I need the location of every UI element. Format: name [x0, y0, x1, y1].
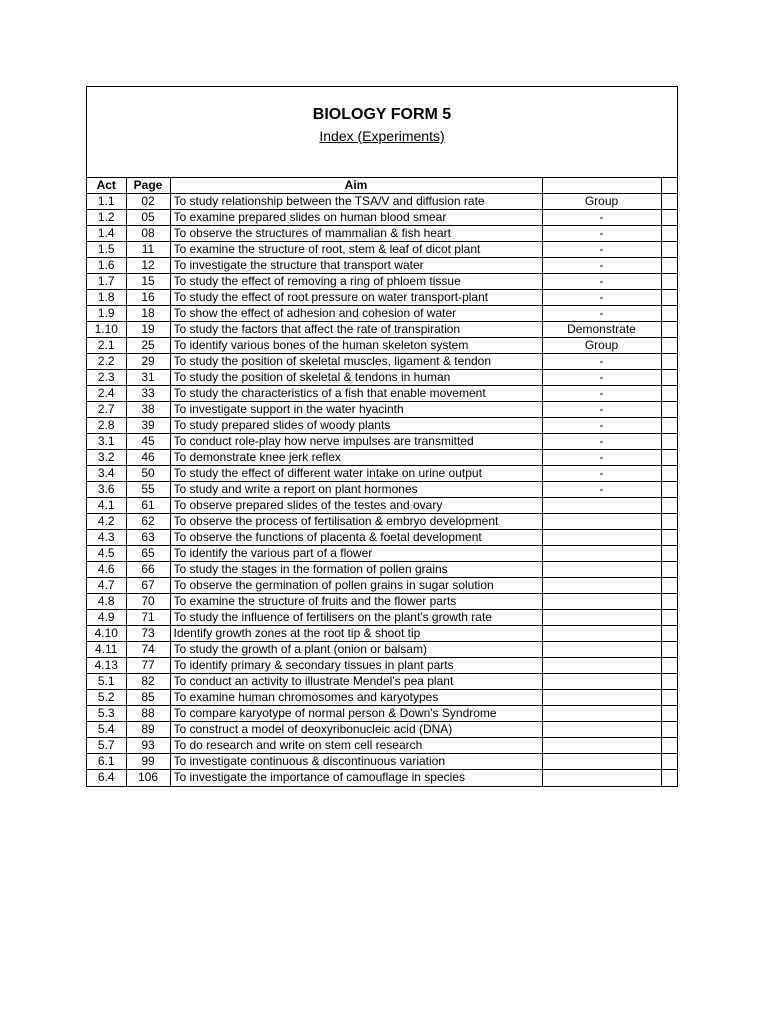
cell-mode: Group — [542, 194, 661, 210]
table-row — [87, 306, 678, 322]
cell-extra — [661, 418, 678, 434]
cell-mode: - — [542, 274, 661, 290]
title-block — [87, 87, 677, 177]
cell-act: 5.4 — [87, 722, 126, 738]
cell-extra — [661, 450, 678, 466]
cell-aim: To do research and write on stem cell research — [170, 738, 542, 754]
table-row — [87, 658, 678, 674]
cell-aim: To investigate continuous & discontinuous variation — [170, 754, 542, 770]
cell-aim: To show the effect of adhesion and cohesion of water — [170, 306, 542, 322]
cell-extra — [661, 594, 678, 610]
cell-page: 62 — [126, 514, 170, 530]
header-page: Page — [126, 178, 170, 194]
cell-aim: To conduct role-play how nerve impulses are transmitted — [170, 434, 542, 450]
cell-mode — [542, 578, 661, 594]
cell-aim: To observe the process of fertilisation & embryo development — [170, 514, 542, 530]
cell-act: 4.10 — [87, 626, 126, 642]
table-row — [87, 770, 678, 786]
cell-extra — [661, 386, 678, 402]
cell-act: 2.2 — [87, 354, 126, 370]
cell-aim: To investigate support in the water hyacinth — [170, 402, 542, 418]
cell-page: 71 — [126, 610, 170, 626]
cell-mode: - — [542, 482, 661, 498]
cell-mode: - — [542, 434, 661, 450]
cell-extra — [661, 562, 678, 578]
cell-aim: To study the characteristics of a fish that enable movement — [170, 386, 542, 402]
cell-mode — [542, 498, 661, 514]
table-row — [87, 242, 678, 258]
cell-page: 12 — [126, 258, 170, 274]
table-row — [87, 386, 678, 402]
cell-page: 39 — [126, 418, 170, 434]
cell-page: 16 — [126, 290, 170, 306]
cell-mode — [542, 754, 661, 770]
cell-page: 05 — [126, 210, 170, 226]
table-row — [87, 706, 678, 722]
cell-mode — [542, 546, 661, 562]
cell-extra — [661, 530, 678, 546]
cell-act: 4.5 — [87, 546, 126, 562]
cell-aim: To identify various bones of the human skeleton system — [170, 338, 542, 354]
table-row — [87, 466, 678, 482]
cell-extra — [661, 690, 678, 706]
cell-aim: To study and write a report on plant hormones — [170, 482, 542, 498]
cell-extra — [661, 466, 678, 482]
cell-mode — [542, 594, 661, 610]
cell-act: 1.10 — [87, 322, 126, 338]
cell-aim: To study relationship between the TSA/V and diffusion rate — [170, 194, 542, 210]
cell-aim: To identify primary & secondary tissues in plant parts — [170, 658, 542, 674]
table-row — [87, 418, 678, 434]
cell-page: 74 — [126, 642, 170, 658]
cell-page: 66 — [126, 562, 170, 578]
cell-act: 6.1 — [87, 754, 126, 770]
cell-extra — [661, 674, 678, 690]
cell-mode — [542, 514, 661, 530]
cell-aim: To study the effect of different water intake on urine output — [170, 466, 542, 482]
cell-extra — [661, 434, 678, 450]
table-row — [87, 274, 678, 290]
table-row — [87, 722, 678, 738]
cell-page: 77 — [126, 658, 170, 674]
cell-page: 106 — [126, 770, 170, 786]
table-row — [87, 194, 678, 210]
cell-aim: To study the effect of root pressure on water transport-plant — [170, 290, 542, 306]
cell-extra — [661, 226, 678, 242]
page-title: BIOLOGY FORM 5 — [312, 106, 452, 123]
cell-mode — [542, 626, 661, 642]
cell-page: 29 — [126, 354, 170, 370]
cell-aim: To study the growth of a plant (onion or balsam) — [170, 642, 542, 658]
cell-act: 5.1 — [87, 674, 126, 690]
cell-page: 93 — [126, 738, 170, 754]
cell-act: 4.13 — [87, 658, 126, 674]
cell-act: 4.2 — [87, 514, 126, 530]
cell-mode: - — [542, 258, 661, 274]
cell-aim: To examine human chromosomes and karyotypes — [170, 690, 542, 706]
cell-extra — [661, 322, 678, 338]
cell-aim: To study the position of skeletal muscles, ligament & tendon — [170, 354, 542, 370]
cell-act: 1.9 — [87, 306, 126, 322]
cell-mode: - — [542, 386, 661, 402]
cell-page: 02 — [126, 194, 170, 210]
cell-aim: To study the position of skeletal & tendons in human — [170, 370, 542, 386]
table-row — [87, 562, 678, 578]
cell-extra — [661, 658, 678, 674]
cell-extra — [661, 770, 678, 786]
table-row — [87, 354, 678, 370]
cell-aim: To investigate the importance of camouflage in species — [170, 770, 542, 786]
cell-act: 5.7 — [87, 738, 126, 754]
cell-page: 25 — [126, 338, 170, 354]
cell-act: 5.3 — [87, 706, 126, 722]
header-act: Act — [87, 178, 126, 194]
cell-page: 70 — [126, 594, 170, 610]
cell-mode: - — [542, 466, 661, 482]
cell-extra — [661, 210, 678, 226]
cell-act: 4.7 — [87, 578, 126, 594]
cell-mode: - — [542, 242, 661, 258]
cell-act: 5.2 — [87, 690, 126, 706]
cell-extra — [661, 738, 678, 754]
cell-act: 2.3 — [87, 370, 126, 386]
cell-mode — [542, 674, 661, 690]
cell-page: 45 — [126, 434, 170, 450]
cell-extra — [661, 242, 678, 258]
cell-extra — [661, 754, 678, 770]
cell-extra — [661, 626, 678, 642]
cell-act: 2.1 — [87, 338, 126, 354]
cell-act: 4.1 — [87, 498, 126, 514]
cell-aim: To compare karyotype of normal person & Down's Syndrome — [170, 706, 542, 722]
cell-act: 1.7 — [87, 274, 126, 290]
cell-aim: To study the effect of removing a ring of phloem tissue — [170, 274, 542, 290]
document-page — [86, 86, 678, 787]
cell-extra — [661, 402, 678, 418]
cell-act: 1.8 — [87, 290, 126, 306]
cell-mode: Demonstrate — [542, 322, 661, 338]
cell-act: 1.4 — [87, 226, 126, 242]
cell-act: 6.4 — [87, 770, 126, 786]
table-row — [87, 690, 678, 706]
cell-page: 46 — [126, 450, 170, 466]
cell-page: 15 — [126, 274, 170, 290]
table-row — [87, 322, 678, 338]
cell-extra — [661, 338, 678, 354]
table-row — [87, 210, 678, 226]
cell-act: 3.4 — [87, 466, 126, 482]
table-row — [87, 338, 678, 354]
table-row — [87, 610, 678, 626]
cell-act: 4.9 — [87, 610, 126, 626]
cell-mode: - — [542, 226, 661, 242]
cell-mode — [542, 642, 661, 658]
cell-page: 65 — [126, 546, 170, 562]
cell-page: 08 — [126, 226, 170, 242]
cell-extra — [661, 194, 678, 210]
cell-page: 67 — [126, 578, 170, 594]
cell-mode — [542, 706, 661, 722]
cell-mode — [542, 722, 661, 738]
cell-act: 2.8 — [87, 418, 126, 434]
table-row — [87, 258, 678, 274]
table-row — [87, 434, 678, 450]
table-row — [87, 642, 678, 658]
cell-aim: To study prepared slides of woody plants — [170, 418, 542, 434]
cell-aim: To demonstrate knee jerk reflex — [170, 450, 542, 466]
table-header-row — [87, 178, 678, 194]
cell-aim: To study the factors that affect the rate of transpiration — [170, 322, 542, 338]
cell-page: 55 — [126, 482, 170, 498]
table-row — [87, 226, 678, 242]
header-extra-2 — [661, 178, 678, 194]
cell-aim: To observe prepared slides of the testes and ovary — [170, 498, 542, 514]
cell-act: 1.1 — [87, 194, 126, 210]
table-row — [87, 578, 678, 594]
cell-extra — [661, 306, 678, 322]
cell-page: 31 — [126, 370, 170, 386]
cell-mode: - — [542, 354, 661, 370]
cell-act: 1.2 — [87, 210, 126, 226]
cell-extra — [661, 274, 678, 290]
cell-act: 4.11 — [87, 642, 126, 658]
cell-extra — [661, 578, 678, 594]
table-row — [87, 738, 678, 754]
table-row — [87, 674, 678, 690]
header-aim: Aim — [170, 178, 542, 194]
cell-aim: To conduct an activity to illustrate Mendel's pea plant — [170, 674, 542, 690]
experiments-table — [87, 177, 678, 786]
table-row — [87, 450, 678, 466]
cell-page: 63 — [126, 530, 170, 546]
table-row — [87, 594, 678, 610]
cell-page: 88 — [126, 706, 170, 722]
cell-aim: To construct a model of deoxyribonucleic acid (DNA) — [170, 722, 542, 738]
cell-page: 19 — [126, 322, 170, 338]
table-row — [87, 498, 678, 514]
table-row — [87, 530, 678, 546]
cell-aim: To examine prepared slides on human blood smear — [170, 210, 542, 226]
cell-extra — [661, 706, 678, 722]
cell-extra — [661, 514, 678, 530]
cell-page: 89 — [126, 722, 170, 738]
cell-mode: - — [542, 418, 661, 434]
cell-extra — [661, 354, 678, 370]
cell-act: 3.2 — [87, 450, 126, 466]
cell-page: 73 — [126, 626, 170, 642]
cell-mode: - — [542, 290, 661, 306]
cell-extra — [661, 642, 678, 658]
cell-act: 2.4 — [87, 386, 126, 402]
cell-page: 18 — [126, 306, 170, 322]
cell-mode: - — [542, 306, 661, 322]
cell-mode: - — [542, 450, 661, 466]
table-row — [87, 402, 678, 418]
cell-aim: Identify growth zones at the root tip & shoot tip — [170, 626, 542, 642]
cell-page: 38 — [126, 402, 170, 418]
cell-aim: To investigate the structure that transport water — [170, 258, 542, 274]
cell-act: 1.5 — [87, 242, 126, 258]
table-body — [87, 194, 678, 786]
table-row — [87, 290, 678, 306]
cell-act: 2.7 — [87, 402, 126, 418]
cell-act: 4.3 — [87, 530, 126, 546]
page-subtitle: Index (Experiments) — [319, 128, 445, 144]
cell-act: 3.6 — [87, 482, 126, 498]
cell-extra — [661, 258, 678, 274]
cell-extra — [661, 498, 678, 514]
cell-page: 82 — [126, 674, 170, 690]
cell-aim: To examine the structure of root, stem & leaf of dicot plant — [170, 242, 542, 258]
cell-aim: To observe the germination of pollen grains in sugar solution — [170, 578, 542, 594]
cell-extra — [661, 290, 678, 306]
cell-page: 11 — [126, 242, 170, 258]
cell-act: 1.6 — [87, 258, 126, 274]
table-row — [87, 482, 678, 498]
cell-act: 3.1 — [87, 434, 126, 450]
header-extra-1 — [542, 178, 661, 194]
cell-mode — [542, 738, 661, 754]
cell-page: 61 — [126, 498, 170, 514]
cell-mode — [542, 658, 661, 674]
cell-mode — [542, 770, 661, 786]
cell-page: 50 — [126, 466, 170, 482]
cell-extra — [661, 482, 678, 498]
cell-mode — [542, 530, 661, 546]
cell-act: 4.8 — [87, 594, 126, 610]
cell-page: 99 — [126, 754, 170, 770]
cell-mode — [542, 690, 661, 706]
cell-extra — [661, 370, 678, 386]
cell-aim: To examine the structure of fruits and the flower parts — [170, 594, 542, 610]
cell-extra — [661, 546, 678, 562]
cell-extra — [661, 610, 678, 626]
cell-mode: - — [542, 210, 661, 226]
cell-page: 85 — [126, 690, 170, 706]
cell-act: 4.6 — [87, 562, 126, 578]
cell-page: 33 — [126, 386, 170, 402]
cell-mode: - — [542, 402, 661, 418]
cell-aim: To observe the functions of placenta & foetal development — [170, 530, 542, 546]
cell-aim: To study the influence of fertilisers on the plant's growth rate — [170, 610, 542, 626]
cell-extra — [661, 722, 678, 738]
table-row — [87, 546, 678, 562]
cell-mode — [542, 610, 661, 626]
cell-aim: To observe the structures of mammalian & fish heart — [170, 226, 542, 242]
table-row — [87, 514, 678, 530]
table-row — [87, 626, 678, 642]
table-row — [87, 754, 678, 770]
cell-aim: To identify the various part of a flower — [170, 546, 542, 562]
table-row — [87, 370, 678, 386]
cell-mode: Group — [542, 338, 661, 354]
cell-mode: - — [542, 370, 661, 386]
cell-mode — [542, 562, 661, 578]
cell-aim: To study the stages in the formation of pollen grains — [170, 562, 542, 578]
